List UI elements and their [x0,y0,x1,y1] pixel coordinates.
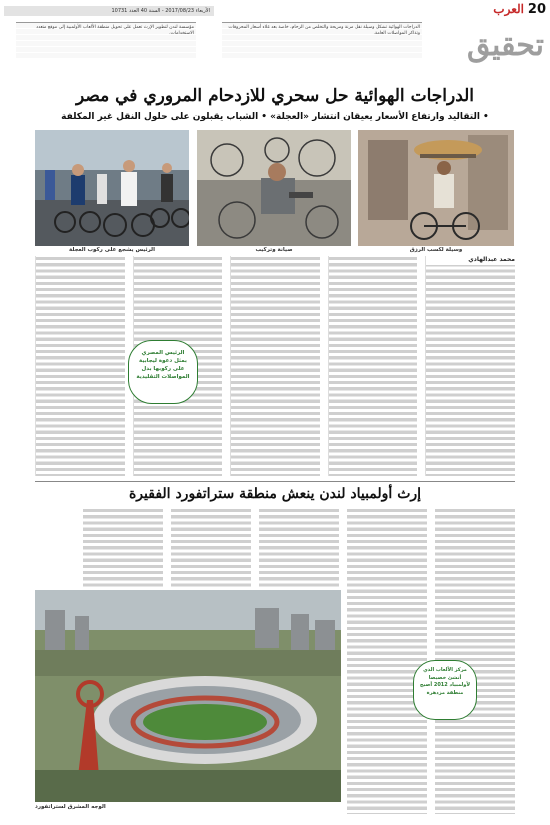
photo-caption-left: الرئيس يشجع على ركوب العجلة [68,247,155,253]
body-column [35,256,125,476]
photo-caption-middle: صيانة وتركيب [255,247,293,253]
newspaper-logo: العرب [493,2,524,16]
page-number: 20 [527,2,546,17]
dateline: الأربعاء 2017/08/23 - السنة 40 العدد 10731 [4,6,214,16]
second-article-headline: إرث أولمبياد لندن ينعش منطقة ستراتفورد الفقيرة [128,486,422,502]
body-column [171,508,251,588]
photo-bread-vendor [358,130,514,246]
article-body [35,256,515,476]
intro-text-left: مؤسسة لندن لتطوير الإرث تعمل على تحويل منطقة الألعاب الأولمبية إلى موقع متعدد الاستخدامات. [16,22,196,58]
pull-quote: مركز الألعاب الذي أنشئ خصيصا لأولمبياد 2012 أصبح منطقة مزدهرة [413,660,477,720]
body-column [425,256,515,476]
body-column [83,508,163,588]
intro-text-right: الدراجات الهوائية تشكل وسيلة نقل مرنة ومريحة والتخلص من الزحام، خاصة بعد غلاء أسعار المحروقات وتذاكر المواصلات العامة. [222,22,422,58]
section-title: تحقيق [467,28,544,63]
body-column [347,508,427,814]
body-column [230,256,320,476]
photo-cyclists-parade [35,130,189,246]
stadium-photo-caption: الوجه المشرق لستراتفورد [35,804,106,810]
page-header [0,0,550,88]
photo-caption-right: وسيلة لكسب الرزق [409,247,463,253]
article-subhead: • التقاليد وارتفاع الأسعار يعيقان انتشار «العجلة» • الشباب يقبلون على حلول النقل غير المكلفة [61,112,489,122]
divider [35,481,515,482]
body-column [259,508,339,588]
article-headline: الدراجات الهوائية حل سحري للازدحام المروري في مصر [75,86,475,106]
photo-olympic-stadium [35,590,341,802]
photo-bicycle-repair [197,130,351,246]
body-column [328,256,418,476]
byline: محمد عبدالهادي [426,256,515,265]
pull-quote: الرئيس المصري بمثل دعوة ليجابية على ركوبها بدل المواصلات التقليدية [128,340,198,404]
